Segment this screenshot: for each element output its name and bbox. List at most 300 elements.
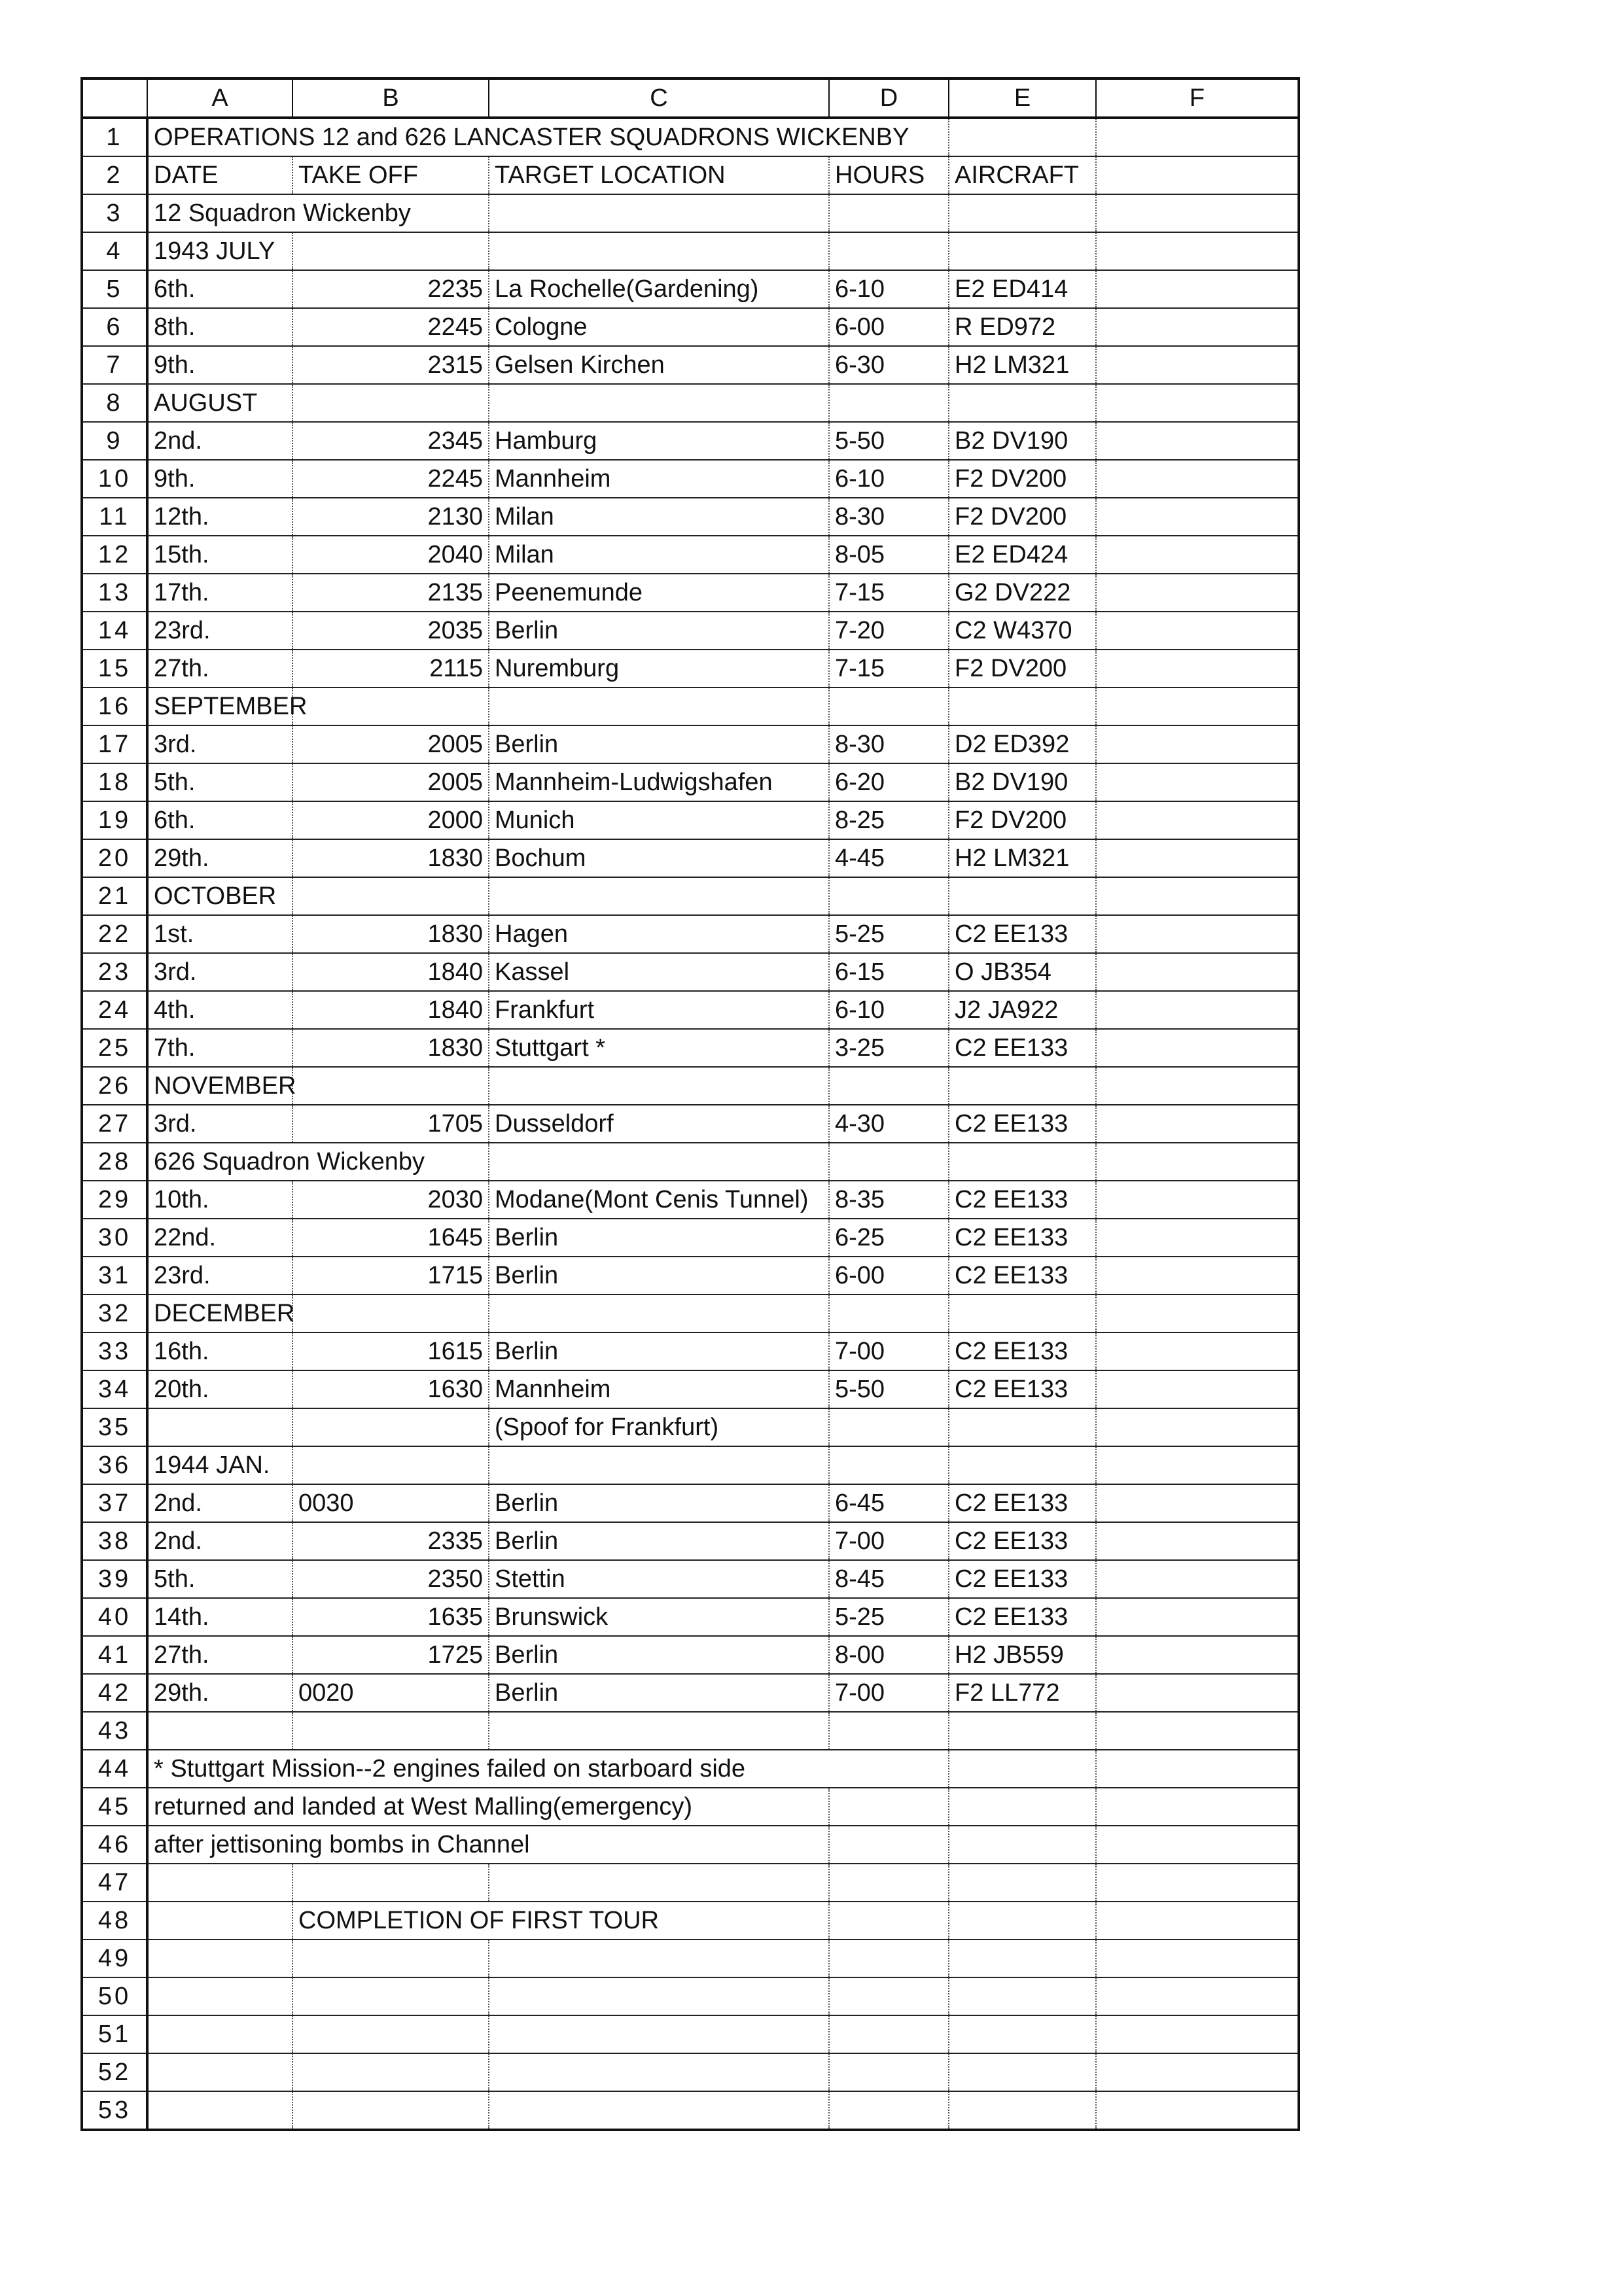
cell-f[interactable]	[1096, 1370, 1299, 1408]
cell-f[interactable]	[1096, 991, 1299, 1029]
cell-a[interactable]: DATE	[147, 156, 292, 194]
cell-d[interactable]	[829, 2091, 949, 2130]
cell-e[interactable]: C2 EE133	[949, 1105, 1096, 1143]
cell-d[interactable]: 6-20	[829, 763, 949, 801]
cell-c[interactable]: Berlin	[489, 612, 829, 650]
cell-a[interactable]: AUGUST	[147, 384, 292, 422]
cell-a[interactable]: 3rd.	[147, 725, 292, 763]
cell-c[interactable]: Hamburg	[489, 422, 829, 460]
cell-b[interactable]: 1630	[292, 1370, 489, 1408]
cell-c[interactable]	[489, 2053, 829, 2091]
cell-d[interactable]: 7-00	[829, 1674, 949, 1712]
cell-f[interactable]	[1096, 801, 1299, 839]
cell-e[interactable]: C2 EE133	[949, 1598, 1096, 1636]
cell-c[interactable]	[489, 194, 829, 232]
cell-b[interactable]: 1830	[292, 1029, 489, 1067]
cell-e[interactable]	[949, 1750, 1096, 1788]
cell-e[interactable]	[949, 1902, 1096, 1939]
cell-e[interactable]	[949, 194, 1096, 232]
cell-b[interactable]: 2035	[292, 612, 489, 650]
cell-c[interactable]	[489, 1295, 829, 1332]
cell-b[interactable]	[292, 2015, 489, 2053]
cell-a[interactable]: 626 Squadron Wickenby	[147, 1143, 489, 1181]
cell-d[interactable]	[829, 1143, 949, 1181]
cell-d[interactable]: 8-05	[829, 536, 949, 574]
cell-f[interactable]	[1096, 650, 1299, 687]
cell-f[interactable]	[1096, 1864, 1299, 1902]
cell-e[interactable]: F2 DV200	[949, 498, 1096, 536]
cell-b[interactable]: 2005	[292, 725, 489, 763]
cell-e[interactable]: D2 ED392	[949, 725, 1096, 763]
cell-e[interactable]	[949, 1446, 1096, 1484]
cell-f[interactable]	[1096, 384, 1299, 422]
cell-f[interactable]	[1096, 1143, 1299, 1181]
cell-c[interactable]	[489, 2091, 829, 2130]
cell-a[interactable]	[147, 1939, 292, 1977]
cell-b[interactable]: 2130	[292, 498, 489, 536]
cell-e[interactable]	[949, 1067, 1096, 1105]
cell-a[interactable]	[147, 2053, 292, 2091]
cell-a[interactable]: 29th.	[147, 839, 292, 877]
cell-e[interactable]: F2 DV200	[949, 650, 1096, 687]
cell-a[interactable]: NOVEMBER	[147, 1067, 292, 1105]
cell-e[interactable]: C2 EE133	[949, 1560, 1096, 1598]
cell-d[interactable]: 6-45	[829, 1484, 949, 1522]
cell-b[interactable]: 1615	[292, 1332, 489, 1370]
cell-e[interactable]: C2 EE133	[949, 1332, 1096, 1370]
cell-d[interactable]: 7-15	[829, 574, 949, 612]
cell-f[interactable]	[1096, 422, 1299, 460]
cell-c[interactable]: Modane(Mont Cenis Tunnel)	[489, 1181, 829, 1219]
cell-b[interactable]: 1840	[292, 991, 489, 1029]
cell-d[interactable]	[829, 687, 949, 725]
cell-b[interactable]: 2115	[292, 650, 489, 687]
cell-f[interactable]	[1096, 877, 1299, 915]
cell-f[interactable]	[1096, 1446, 1299, 1484]
cell-d[interactable]	[829, 232, 949, 270]
cell-e[interactable]: B2 DV190	[949, 763, 1096, 801]
cell-b[interactable]: 2350	[292, 1560, 489, 1598]
cell-b[interactable]	[292, 1446, 489, 1484]
cell-d[interactable]: 7-00	[829, 1332, 949, 1370]
cell-f[interactable]	[1096, 308, 1299, 346]
cell-e[interactable]: E2 ED424	[949, 536, 1096, 574]
cell-d[interactable]	[829, 384, 949, 422]
cell-e[interactable]	[949, 2053, 1096, 2091]
cell-f[interactable]	[1096, 2053, 1299, 2091]
cell-d[interactable]: 6-25	[829, 1219, 949, 1257]
cell-c[interactable]: Cologne	[489, 308, 829, 346]
cell-c[interactable]	[489, 232, 829, 270]
cell-d[interactable]: 8-00	[829, 1636, 949, 1674]
cell-a[interactable]: * Stuttgart Mission--2 engines failed on starboard side	[147, 1750, 949, 1788]
cell-a[interactable]: 23rd.	[147, 1257, 292, 1295]
cell-b[interactable]: 2315	[292, 346, 489, 384]
cell-b[interactable]	[292, 384, 489, 422]
cell-a[interactable]: DECEMBER	[147, 1295, 292, 1332]
cell-f[interactable]	[1096, 687, 1299, 725]
cell-e[interactable]: C2 EE133	[949, 1370, 1096, 1408]
cell-d[interactable]	[829, 2053, 949, 2091]
cell-e[interactable]: F2 DV200	[949, 801, 1096, 839]
cell-a[interactable]: 9th.	[147, 460, 292, 498]
cell-f[interactable]	[1096, 1408, 1299, 1446]
cell-f[interactable]	[1096, 1295, 1299, 1332]
cell-b[interactable]: 1635	[292, 1598, 489, 1636]
cell-e[interactable]: H2 LM321	[949, 346, 1096, 384]
cell-b[interactable]	[292, 232, 489, 270]
cell-b[interactable]: 2235	[292, 270, 489, 308]
cell-f[interactable]	[1096, 118, 1299, 156]
cell-b[interactable]: 2000	[292, 801, 489, 839]
cell-d[interactable]: 5-50	[829, 1370, 949, 1408]
cell-d[interactable]: 8-25	[829, 801, 949, 839]
cell-d[interactable]: 8-30	[829, 498, 949, 536]
cell-a[interactable]: 3rd.	[147, 1105, 292, 1143]
cell-f[interactable]	[1096, 1181, 1299, 1219]
cell-a[interactable]: after jettisoning bombs in Channel	[147, 1826, 829, 1864]
cell-b[interactable]: 2135	[292, 574, 489, 612]
cell-b[interactable]: 2040	[292, 536, 489, 574]
cell-d[interactable]: 4-45	[829, 839, 949, 877]
cell-f[interactable]	[1096, 1636, 1299, 1674]
cell-f[interactable]	[1096, 1560, 1299, 1598]
cell-b[interactable]: 0030	[292, 1484, 489, 1522]
cell-e[interactable]	[949, 877, 1096, 915]
cell-f[interactable]	[1096, 763, 1299, 801]
cell-a[interactable]	[147, 2091, 292, 2130]
cell-d[interactable]	[829, 2015, 949, 2053]
cell-c[interactable]	[489, 1067, 829, 1105]
cell-b[interactable]: 1830	[292, 839, 489, 877]
cell-f[interactable]	[1096, 2091, 1299, 2130]
cell-d[interactable]	[829, 1408, 949, 1446]
cell-f[interactable]	[1096, 270, 1299, 308]
cell-e[interactable]: E2 ED414	[949, 270, 1096, 308]
cell-b[interactable]: 2335	[292, 1522, 489, 1560]
cell-d[interactable]	[829, 1826, 949, 1864]
cell-b[interactable]	[292, 1712, 489, 1750]
cell-e[interactable]	[949, 232, 1096, 270]
cell-d[interactable]	[829, 1864, 949, 1902]
cell-c[interactable]: Berlin	[489, 1332, 829, 1370]
cell-f[interactable]	[1096, 1788, 1299, 1826]
cell-e[interactable]: C2 W4370	[949, 612, 1096, 650]
cell-e[interactable]	[949, 2015, 1096, 2053]
cell-a[interactable]: 27th.	[147, 1636, 292, 1674]
cell-c[interactable]: Gelsen Kirchen	[489, 346, 829, 384]
cell-f[interactable]	[1096, 1939, 1299, 1977]
cell-a[interactable]: 2nd.	[147, 1522, 292, 1560]
cell-a[interactable]: 12th.	[147, 498, 292, 536]
cell-e[interactable]: F2 DV200	[949, 460, 1096, 498]
cell-e[interactable]: C2 EE133	[949, 1484, 1096, 1522]
cell-a[interactable]: 1943 JULY	[147, 232, 292, 270]
cell-e[interactable]	[949, 384, 1096, 422]
cell-d[interactable]	[829, 1446, 949, 1484]
cell-a[interactable]: 20th.	[147, 1370, 292, 1408]
cell-b[interactable]: 1830	[292, 915, 489, 953]
cell-f[interactable]	[1096, 460, 1299, 498]
cell-d[interactable]: 6-10	[829, 460, 949, 498]
cell-c[interactable]: Milan	[489, 498, 829, 536]
cell-c[interactable]: Nuremburg	[489, 650, 829, 687]
cell-d[interactable]: 6-10	[829, 991, 949, 1029]
cell-d[interactable]: 6-10	[829, 270, 949, 308]
cell-f[interactable]	[1096, 232, 1299, 270]
cell-b[interactable]	[292, 1067, 489, 1105]
cell-c[interactable]: Hagen	[489, 915, 829, 953]
cell-a[interactable]: SEPTEMBER	[147, 687, 292, 725]
cell-a[interactable]: returned and landed at West Malling(emergency)	[147, 1788, 829, 1826]
cell-f[interactable]	[1096, 1029, 1299, 1067]
cell-e[interactable]	[949, 1712, 1096, 1750]
cell-e[interactable]	[949, 1864, 1096, 1902]
cell-a[interactable]: 2nd.	[147, 422, 292, 460]
cell-e[interactable]: H2 LM321	[949, 839, 1096, 877]
cell-e[interactable]: R ED972	[949, 308, 1096, 346]
cell-d[interactable]	[829, 877, 949, 915]
cell-e[interactable]: C2 EE133	[949, 1522, 1096, 1560]
cell-d[interactable]	[829, 1977, 949, 2015]
cell-a[interactable]: 2nd.	[147, 1484, 292, 1522]
cell-b[interactable]	[292, 1864, 489, 1902]
cell-a[interactable]: 15th.	[147, 536, 292, 574]
cell-d[interactable]: 4-30	[829, 1105, 949, 1143]
cell-e[interactable]: J2 JA922	[949, 991, 1096, 1029]
cell-c[interactable]: Berlin	[489, 1484, 829, 1522]
cell-d[interactable]	[829, 1712, 949, 1750]
cell-c[interactable]: Berlin	[489, 1674, 829, 1712]
cell-c[interactable]	[489, 877, 829, 915]
cell-c[interactable]: Mannheim	[489, 460, 829, 498]
cell-c[interactable]: Berlin	[489, 1257, 829, 1295]
cell-c[interactable]: Mannheim	[489, 1370, 829, 1408]
cell-d[interactable]: 5-25	[829, 915, 949, 953]
cell-f[interactable]	[1096, 725, 1299, 763]
cell-a[interactable]	[147, 1977, 292, 2015]
cell-b[interactable]: 2245	[292, 460, 489, 498]
cell-a[interactable]: 5th.	[147, 1560, 292, 1598]
cell-d[interactable]	[829, 1902, 949, 1939]
cell-a[interactable]: 1944 JAN.	[147, 1446, 292, 1484]
cell-d[interactable]: 6-15	[829, 953, 949, 991]
cell-a[interactable]	[147, 1902, 292, 1939]
cell-e[interactable]	[949, 1143, 1096, 1181]
cell-f[interactable]	[1096, 1712, 1299, 1750]
cell-c[interactable]: Brunswick	[489, 1598, 829, 1636]
cell-e[interactable]: C2 EE133	[949, 1181, 1096, 1219]
cell-d[interactable]: 5-25	[829, 1598, 949, 1636]
cell-c[interactable]	[489, 1864, 829, 1902]
cell-d[interactable]	[829, 1788, 949, 1826]
cell-e[interactable]	[949, 687, 1096, 725]
cell-f[interactable]	[1096, 1219, 1299, 1257]
cell-c[interactable]: La Rochelle(Gardening)	[489, 270, 829, 308]
cell-c[interactable]	[489, 384, 829, 422]
cell-c[interactable]	[489, 2015, 829, 2053]
cell-d[interactable]: 8-30	[829, 725, 949, 763]
cell-b[interactable]	[292, 687, 489, 725]
cell-b[interactable]: 1705	[292, 1105, 489, 1143]
cell-a[interactable]: 1st.	[147, 915, 292, 953]
cell-f[interactable]	[1096, 1674, 1299, 1712]
cell-f[interactable]	[1096, 612, 1299, 650]
cell-f[interactable]	[1096, 536, 1299, 574]
cell-d[interactable]	[829, 194, 949, 232]
cell-f[interactable]	[1096, 1257, 1299, 1295]
cell-b[interactable]: 1645	[292, 1219, 489, 1257]
cell-f[interactable]	[1096, 574, 1299, 612]
cell-b[interactable]	[292, 877, 489, 915]
cell-a[interactable]: 16th.	[147, 1332, 292, 1370]
cell-e[interactable]	[949, 1826, 1096, 1864]
cell-c[interactable]	[489, 1977, 829, 2015]
cell-f[interactable]	[1096, 498, 1299, 536]
cell-a[interactable]: OPERATIONS 12 and 626 LANCASTER SQUADRONS WICKENBY	[147, 118, 949, 156]
cell-c[interactable]: Munich	[489, 801, 829, 839]
cell-c[interactable]: Berlin	[489, 1636, 829, 1674]
cell-b[interactable]: 1715	[292, 1257, 489, 1295]
cell-c[interactable]: Mannheim-Ludwigshafen	[489, 763, 829, 801]
cell-e[interactable]: C2 EE133	[949, 915, 1096, 953]
cell-c[interactable]: Berlin	[489, 1219, 829, 1257]
cell-f[interactable]	[1096, 1902, 1299, 1939]
cell-a[interactable]	[147, 1408, 292, 1446]
cell-b[interactable]: TAKE OFF	[292, 156, 489, 194]
cell-e[interactable]: C2 EE133	[949, 1257, 1096, 1295]
cell-c[interactable]: Dusseldorf	[489, 1105, 829, 1143]
cell-f[interactable]	[1096, 1598, 1299, 1636]
cell-b[interactable]: 1840	[292, 953, 489, 991]
cell-c[interactable]: TARGET LOCATION	[489, 156, 829, 194]
cell-b[interactable]: 0020	[292, 1674, 489, 1712]
cell-d[interactable]	[829, 1067, 949, 1105]
cell-d[interactable]: 7-15	[829, 650, 949, 687]
cell-a[interactable]: 5th.	[147, 763, 292, 801]
cell-a[interactable]	[147, 1864, 292, 1902]
cell-d[interactable]: 8-45	[829, 1560, 949, 1598]
cell-a[interactable]: 23rd.	[147, 612, 292, 650]
cell-c[interactable]	[489, 1939, 829, 1977]
cell-b[interactable]: 2345	[292, 422, 489, 460]
cell-d[interactable]	[829, 1295, 949, 1332]
cell-b[interactable]	[292, 2091, 489, 2130]
cell-d[interactable]: 5-50	[829, 422, 949, 460]
cell-d[interactable]: 3-25	[829, 1029, 949, 1067]
cell-e[interactable]	[949, 1788, 1096, 1826]
cell-b[interactable]: COMPLETION OF FIRST TOUR	[292, 1902, 829, 1939]
cell-a[interactable]: 12 Squadron Wickenby	[147, 194, 489, 232]
cell-f[interactable]	[1096, 194, 1299, 232]
cell-e[interactable]: B2 DV190	[949, 422, 1096, 460]
cell-a[interactable]: 14th.	[147, 1598, 292, 1636]
cell-c[interactable]: Peenemunde	[489, 574, 829, 612]
cell-a[interactable]	[147, 1712, 292, 1750]
cell-e[interactable]: O JB354	[949, 953, 1096, 991]
cell-c[interactable]: Frankfurt	[489, 991, 829, 1029]
cell-b[interactable]: 1725	[292, 1636, 489, 1674]
cell-f[interactable]	[1096, 156, 1299, 194]
cell-c[interactable]: (Spoof for Frankfurt)	[489, 1408, 829, 1446]
cell-a[interactable]: 17th.	[147, 574, 292, 612]
cell-e[interactable]: C2 EE133	[949, 1029, 1096, 1067]
cell-f[interactable]	[1096, 346, 1299, 384]
cell-b[interactable]	[292, 2053, 489, 2091]
cell-a[interactable]: 27th.	[147, 650, 292, 687]
cell-c[interactable]	[489, 1712, 829, 1750]
cell-b[interactable]: 2005	[292, 763, 489, 801]
cell-d[interactable]	[829, 1939, 949, 1977]
cell-a[interactable]: 8th.	[147, 308, 292, 346]
cell-b[interactable]	[292, 1977, 489, 2015]
cell-d[interactable]: 8-35	[829, 1181, 949, 1219]
cell-f[interactable]	[1096, 1977, 1299, 2015]
cell-c[interactable]: Kassel	[489, 953, 829, 991]
cell-c[interactable]: Stettin	[489, 1560, 829, 1598]
cell-b[interactable]	[292, 1939, 489, 1977]
cell-a[interactable]: OCTOBER	[147, 877, 292, 915]
cell-a[interactable]: 29th.	[147, 1674, 292, 1712]
cell-d[interactable]: 7-20	[829, 612, 949, 650]
cell-f[interactable]	[1096, 915, 1299, 953]
cell-e[interactable]	[949, 1408, 1096, 1446]
cell-e[interactable]	[949, 1977, 1096, 2015]
cell-d[interactable]: 7-00	[829, 1522, 949, 1560]
cell-b[interactable]: 2245	[292, 308, 489, 346]
cell-b[interactable]: 2030	[292, 1181, 489, 1219]
cell-b[interactable]	[292, 1408, 489, 1446]
cell-e[interactable]	[949, 1295, 1096, 1332]
cell-a[interactable]: 7th.	[147, 1029, 292, 1067]
cell-e[interactable]: C2 EE133	[949, 1219, 1096, 1257]
cell-c[interactable]	[489, 1143, 829, 1181]
cell-f[interactable]	[1096, 1826, 1299, 1864]
cell-f[interactable]	[1096, 1332, 1299, 1370]
cell-e[interactable]: AIRCRAFT	[949, 156, 1096, 194]
cell-e[interactable]	[949, 1939, 1096, 1977]
cell-f[interactable]	[1096, 1484, 1299, 1522]
cell-f[interactable]	[1096, 1750, 1299, 1788]
cell-c[interactable]	[489, 1446, 829, 1484]
cell-f[interactable]	[1096, 953, 1299, 991]
cell-d[interactable]: HOURS	[829, 156, 949, 194]
cell-f[interactable]	[1096, 839, 1299, 877]
cell-a[interactable]: 22nd.	[147, 1219, 292, 1257]
cell-c[interactable]: Milan	[489, 536, 829, 574]
cell-e[interactable]: H2 JB559	[949, 1636, 1096, 1674]
cell-e[interactable]: F2 LL772	[949, 1674, 1096, 1712]
cell-c[interactable]	[489, 687, 829, 725]
cell-a[interactable]: 6th.	[147, 801, 292, 839]
cell-f[interactable]	[1096, 1522, 1299, 1560]
cell-d[interactable]: 6-00	[829, 308, 949, 346]
cell-c[interactable]: Bochum	[489, 839, 829, 877]
cell-a[interactable]: 4th.	[147, 991, 292, 1029]
cell-c[interactable]: Stuttgart *	[489, 1029, 829, 1067]
cell-b[interactable]	[292, 1295, 489, 1332]
cell-f[interactable]	[1096, 1067, 1299, 1105]
cell-e[interactable]	[949, 118, 1096, 156]
cell-e[interactable]	[949, 2091, 1096, 2130]
cell-a[interactable]: 9th.	[147, 346, 292, 384]
cell-a[interactable]: 10th.	[147, 1181, 292, 1219]
cell-d[interactable]: 6-00	[829, 1257, 949, 1295]
cell-a[interactable]: 3rd.	[147, 953, 292, 991]
cell-a[interactable]: 6th.	[147, 270, 292, 308]
cell-e[interactable]: G2 DV222	[949, 574, 1096, 612]
cell-f[interactable]	[1096, 1105, 1299, 1143]
